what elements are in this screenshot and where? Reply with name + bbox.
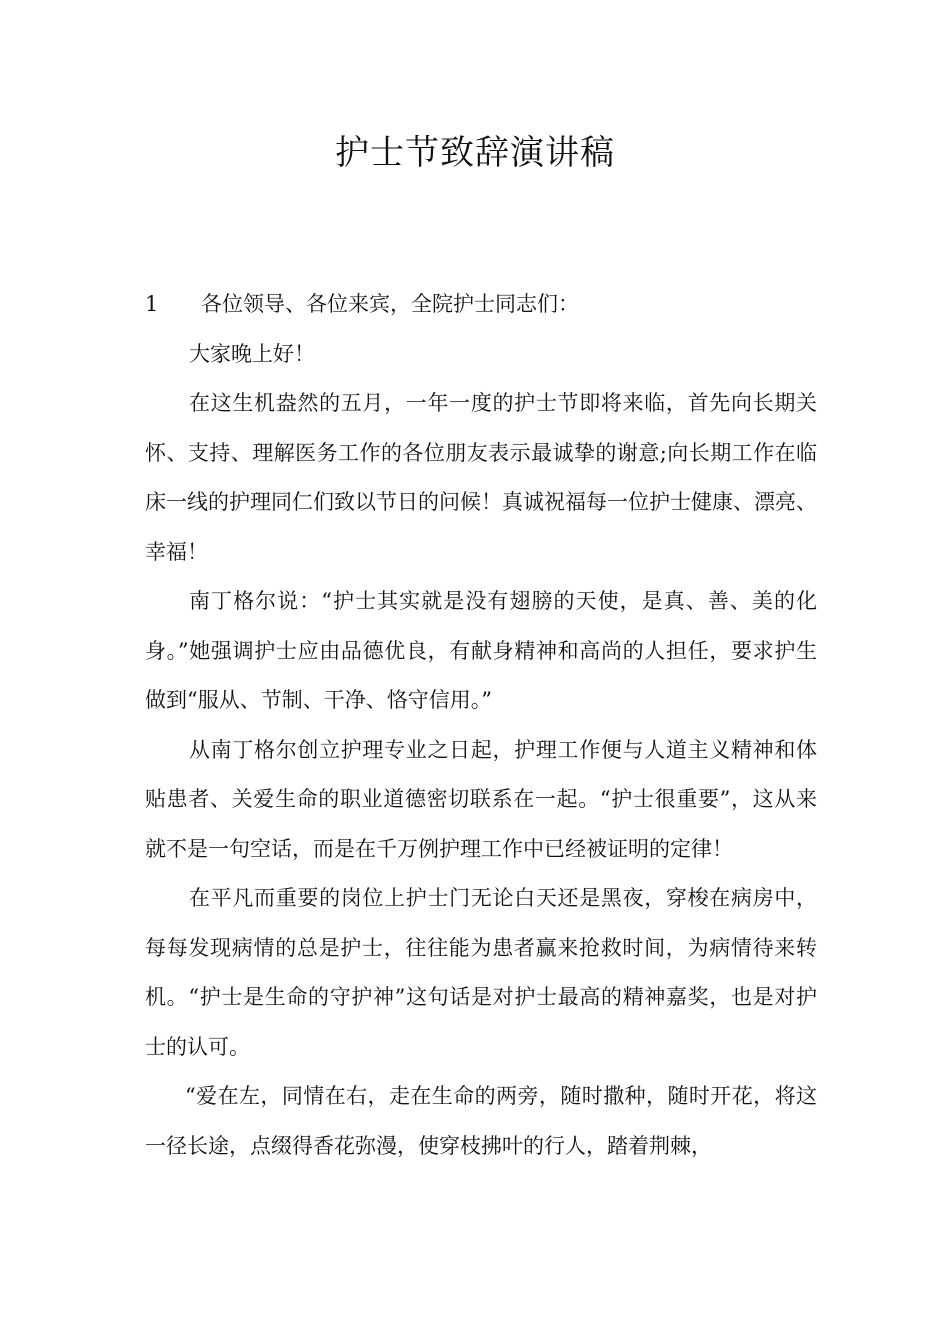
- paragraph-nightingale-quote: 南丁格尔说：“护士其实就是没有翅膀的天使，是真、善、美的化身。”她强调护士应由品德优良，有献身精神和高尚的人担任，要求护生做到“服从、节制、干净、恪守信用。”: [145, 589, 817, 712]
- paragraph-nursing-profession: 从南丁格尔创立护理专业之日起，护理工作便与人道主义精神和体贴患者、关爱生命的职业道德密切联系在一起。“护士很重要”，这从来就不是一句空话，而是在千万例护理工作中已经被证明的定律！: [145, 737, 817, 861]
- line-number: 1: [145, 292, 159, 316]
- paragraph-love-quote: “爱在左，同情在右，走在生命的两旁，随时撒种，随时开花，将这一径长途，点缀得香花弥漫，使穿枝拂叶的行人，踏着荆棘，: [145, 1084, 817, 1158]
- greeting-paragraph: 大家晚上好！: [189, 341, 315, 366]
- salutation: 各位领导、各位来宾，全院护士同志们：: [201, 292, 579, 316]
- salutation-line: [145, 280, 817, 330]
- document-title: 护士节致辞演讲稿: [335, 133, 615, 173]
- paragraph-nurse-guardian: 在平凡而重要的岗位上护士门无论白天还是黑夜，穿梭在病房中，每每发现病情的总是护士，往往能为患者赢来抢救时间，为病情待来转机。“护士是生命的守护神”这句话是对护士最高的精神嘉奖，也是对护士的认可。: [145, 886, 817, 1059]
- document-body: [145, 280, 817, 1171]
- paragraph-may-greetings: 在这生机盎然的五月，一年一度的护士节即将来临，首先向长期关怀、支持、理解医务工作的各位朋友表示最诚挚的谢意;向长期工作在临床一线的护理同仁们致以节日的问候！真诚祝福每一位护士健康、漂亮、幸福！: [145, 391, 817, 564]
